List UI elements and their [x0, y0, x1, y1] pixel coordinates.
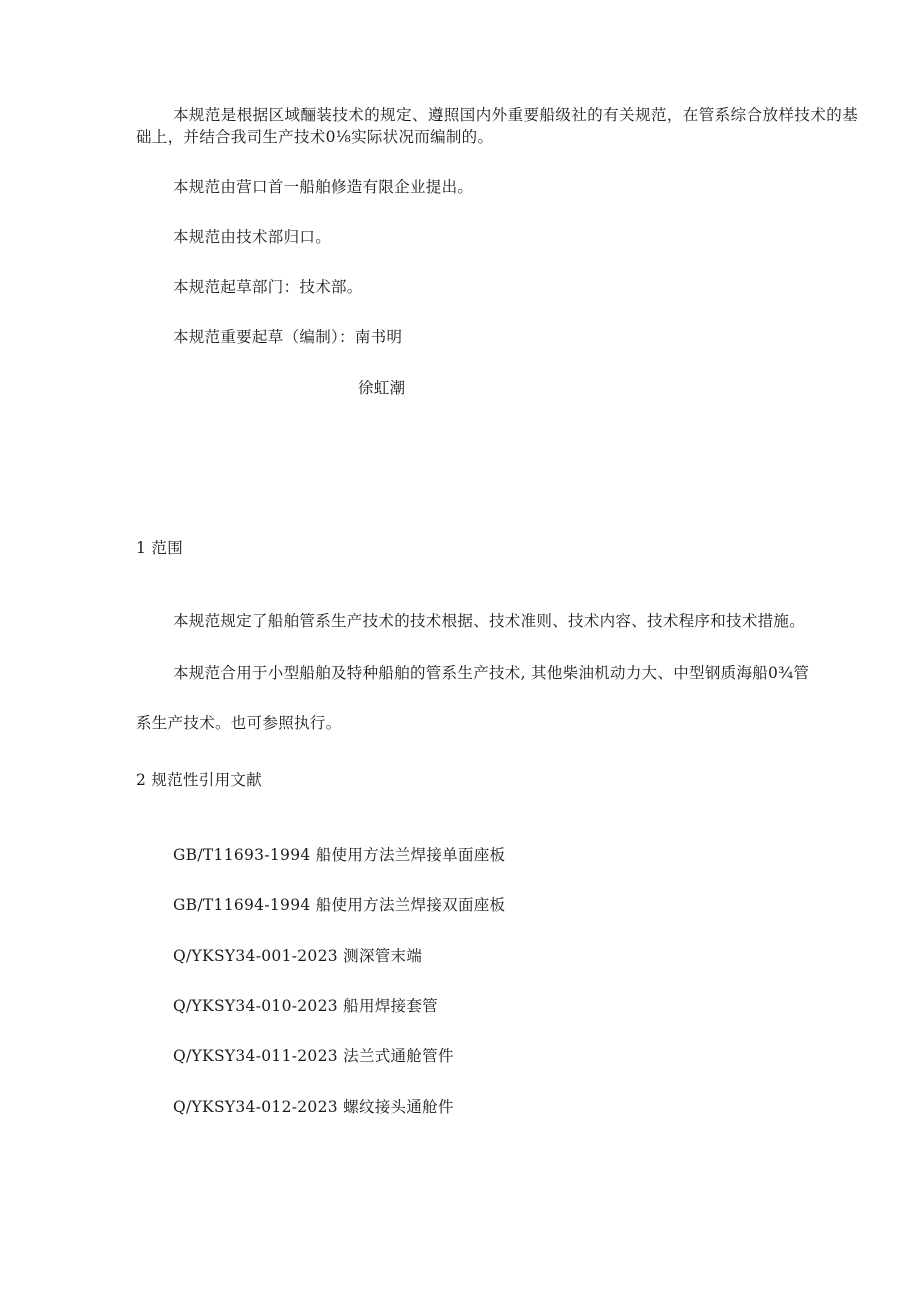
- foreword-main-drafters: 本规范重要起草（编制）：南书明: [173, 328, 403, 346]
- section-2-heading: 2 规范性引用文献: [136, 771, 262, 789]
- foreword-drafting-dept: 本规范起草部门：技术部。: [173, 278, 363, 296]
- section-1-paragraph-2-line-1: 本规范合用于小型船舶及特种船舶的管系生产技术, 其他柴油机动力大、中型钢质海船0¾管: [173, 664, 810, 682]
- foreword-co-drafter: 徐虹潮: [358, 379, 406, 397]
- foreword-intro-paragraph: 本规范是根据区域酾装技术的规定、遵照国内外重要船级社的有关规范，在管系综合放样技术的基础上，并结合我司生产技术0⅛实际状况而编制的。: [136, 106, 858, 146]
- reference-item: Q/YKSY34-001-2023 测深管末端: [173, 947, 423, 965]
- reference-item: Q/YKSY34-010-2023 船用焊接套管: [173, 997, 438, 1015]
- section-1-paragraph-1: 本规范规定了船舶管系生产技术的技术根据、技术准则、技术内容、技术程序和技术措施。: [173, 612, 806, 630]
- section-1-paragraph-2-line-2: 系生产技术。也可参照执行。: [136, 714, 342, 732]
- section-1-heading: 1 范围: [136, 539, 183, 557]
- reference-item: Q/YKSY34-012-2023 螺纹接头通舱件: [173, 1098, 454, 1116]
- foreword-managed-by: 本规范由技术部归口。: [173, 228, 332, 246]
- foreword-proposed-by: 本规范由营口首一船舶修造有限企业提出。: [173, 178, 474, 196]
- reference-item: GB/T11694-1994 船使用方法兰焊接双面座板: [173, 896, 506, 914]
- reference-item: Q/YKSY34-011-2023 法兰式通舱管件: [173, 1047, 454, 1065]
- reference-item: GB/T11693-1994 船使用方法兰焊接单面座板: [173, 846, 506, 864]
